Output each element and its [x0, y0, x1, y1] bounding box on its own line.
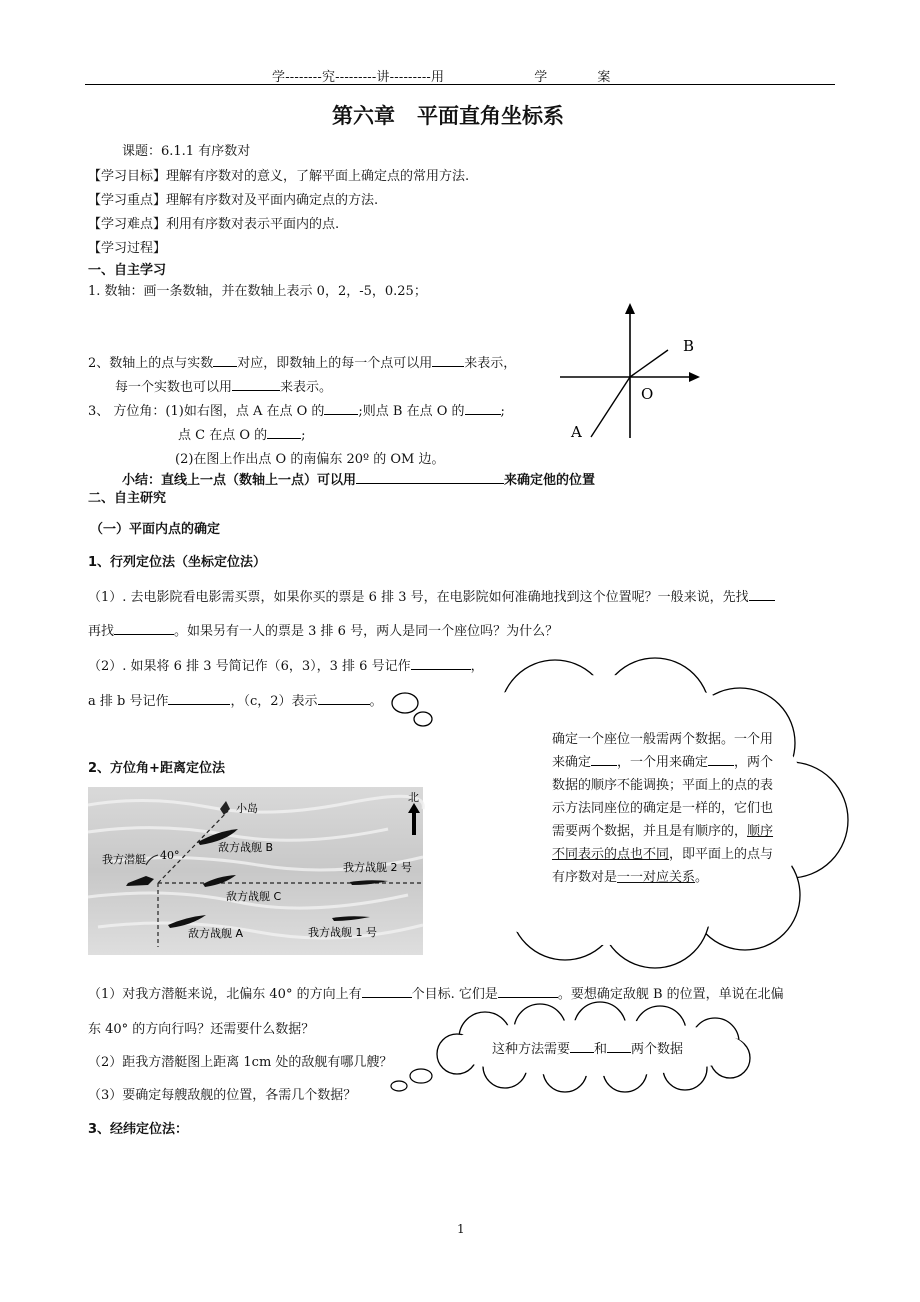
- enemy-c-label: 敌方战舰 C: [226, 890, 282, 903]
- question-3-line3: (2)在图上作出点 O 的南偏东 20º 的 OM 边。: [175, 452, 445, 467]
- header-mid: 学: [534, 70, 548, 85]
- cloud-text: 顺序: [747, 824, 774, 839]
- blank[interactable]: [465, 402, 501, 415]
- question-2-line1: [88, 352, 516, 371]
- cloud2-text: 这种方法需要: [492, 1042, 571, 1057]
- section1-title: 一、自主学习: [88, 263, 167, 278]
- sea-map-figure: [88, 787, 423, 955]
- blank[interactable]: [498, 985, 558, 998]
- blank[interactable]: [708, 753, 734, 766]
- arrow-right-icon: [689, 372, 700, 382]
- cloud-line: 示方法同座位的确定是一样的，它们也: [552, 801, 774, 816]
- page-number: 1: [457, 1222, 465, 1236]
- para1-line1: [88, 586, 775, 605]
- q2-text-b: 对应，即数轴上的每一个点可以用: [237, 356, 433, 371]
- p2-text-b: ，: [470, 659, 484, 674]
- question-1: 1. 数轴：画一条数轴，并在数轴上表示 0，2，-5，0.25；: [88, 284, 427, 299]
- p1-text-c: 。如果另有一人的票是 3 排 6 号，两人是同一个座位吗？为什么？: [174, 624, 559, 639]
- learning-objective: 【学习目标】理解有序数对的意义，了解平面上确定点的常用方法.: [88, 169, 470, 184]
- cloud2-text: 两个数据: [631, 1042, 684, 1057]
- sub-label: 我方潜艇: [102, 853, 146, 866]
- p2-text-e: 。: [369, 694, 383, 709]
- cloud-large-text: [552, 728, 773, 889]
- learning-difficulty: 【学习难点】利用有序数对表示平面内的点.: [88, 217, 340, 232]
- q2-text-e: 来表示。: [280, 380, 333, 395]
- label-a: A: [571, 423, 582, 441]
- learning-keypoint: 【学习重点】理解有序数对及平面内确定点的方法.: [88, 193, 379, 208]
- q3-text-f: ;: [301, 428, 306, 443]
- q2-text-d: 每一个实数也可以用: [115, 380, 233, 395]
- blank[interactable]: [749, 588, 775, 601]
- cloud-line: 确定一个座位一般需两个数据。一个用: [552, 732, 774, 747]
- label-b: B: [683, 337, 695, 355]
- blank[interactable]: [232, 378, 280, 391]
- blank[interactable]: [267, 426, 301, 439]
- chapter-label: 第六章: [332, 103, 395, 128]
- blank[interactable]: [356, 471, 504, 484]
- cloud-text: 。: [695, 870, 709, 885]
- header-rule: [85, 84, 835, 85]
- chapter-name: 平面直角坐标系: [417, 103, 564, 128]
- question-2-line2: [115, 376, 332, 395]
- p1-text-b: 再找: [88, 624, 115, 639]
- blank[interactable]: [591, 753, 617, 766]
- p2-text-c: a 排 b 号记作: [88, 694, 169, 709]
- cloud-text: ，即平面上的点与: [669, 847, 774, 862]
- q3-text-a: 3、 方位角：(1)如右图，点 A 在点 O 的: [88, 404, 325, 419]
- method2-title: 2、方位角+距离定位法: [88, 761, 225, 776]
- blank[interactable]: [318, 692, 370, 705]
- cloud-text: 来确定: [552, 755, 592, 770]
- cloud-line: [552, 820, 773, 843]
- question-3-line1: [88, 400, 505, 419]
- cloud-line: [552, 751, 773, 774]
- enemy-a-label: 敌方战舰 A: [188, 927, 244, 940]
- blank[interactable]: [213, 354, 237, 367]
- subsection1-title: （一）平面内点的确定: [90, 522, 221, 537]
- q2-text-a: 2、数轴上的点与实数: [88, 356, 214, 371]
- blank[interactable]: [362, 985, 412, 998]
- cloud-small-text: [492, 1038, 683, 1057]
- north-label: 北: [408, 791, 419, 804]
- p1-text-a: （1）. 去电影院看电影需买票，如果你买的票是 6 排 3 号，在电影院如何准确地找到这个位置呢？一般来说，先找: [88, 590, 749, 605]
- p2-text-d: ，（c，2）表示: [230, 694, 318, 709]
- blank[interactable]: [168, 692, 230, 705]
- arrow-up-icon: [625, 303, 635, 314]
- cloud-line: [552, 843, 773, 866]
- header-right: 案: [597, 70, 611, 85]
- header-left: 学--------究---------讲---------用: [272, 70, 445, 85]
- page-header: [272, 66, 611, 85]
- summary: [122, 469, 595, 488]
- method1-title: 1、行列定位法（坐标定位法）: [88, 555, 267, 570]
- cloud-text: 不同表示的点也不同: [552, 847, 670, 862]
- cloud-text: 需要两个数据，并且是有顺序的，: [552, 824, 748, 839]
- cloud-line: [552, 866, 773, 889]
- page-title: [332, 100, 564, 130]
- cloud-text: 有序数对是: [552, 870, 618, 885]
- enemy-b-label: 敌方战舰 B: [218, 841, 274, 854]
- q3-text-b: ;: [358, 404, 363, 419]
- angle-label: 40°: [160, 849, 180, 862]
- our-ship-1-label: 我方战舰 1 号: [308, 926, 377, 939]
- section2-title: 二、自主研究: [88, 491, 167, 506]
- sea-question-2: （2）距我方潜艇图上距离 1cm 处的敌舰有哪几艘？: [88, 1055, 393, 1070]
- cloud-line: 数据的顺序不能调换；平面上的点的表: [552, 778, 774, 793]
- para1-line2: [88, 620, 558, 639]
- lesson-topic: 课题：6.1.1 有序数对: [122, 144, 251, 159]
- sea-question-3: （3）要确定每艘敌舰的位置，各需几个数据？: [88, 1088, 357, 1103]
- para2-line2: [88, 690, 383, 709]
- cloud2-text: 和: [594, 1042, 608, 1057]
- cloud-text: ，两个: [734, 755, 774, 770]
- sq1-text-a: （1）对我方潜艇来说，北偏东 40° 的方向上有: [88, 987, 362, 1002]
- summary-text-a: 小结：直线上一点（数轴上一点）可以用: [122, 473, 357, 488]
- method3-title: 3、经纬定位法：: [88, 1122, 189, 1137]
- blank[interactable]: [607, 1040, 631, 1053]
- cloud-text: 一一对应关系: [617, 870, 696, 885]
- q3-text-e: 点 C 在点 O 的: [178, 428, 268, 443]
- p2-text-a: （2）. 如果将 6 排 3 号简记作（6，3），3 排 6 号记作: [88, 659, 411, 674]
- our-ship-2-label: 我方战舰 2 号: [343, 861, 412, 874]
- blank[interactable]: [570, 1040, 594, 1053]
- summary-text-b: 来确定他的位置: [504, 473, 596, 488]
- question-3-line2: [178, 424, 306, 443]
- blank[interactable]: [114, 622, 174, 635]
- blank[interactable]: [324, 402, 358, 415]
- cloud-text: ，一个用来确定: [617, 755, 709, 770]
- sq1-text-c: 。要想确定敌舰 B 的位置，单说在北偏: [557, 987, 784, 1002]
- bearing-diagram: [555, 300, 705, 445]
- blank[interactable]: [432, 354, 464, 367]
- learning-process: 【学习过程】: [88, 241, 167, 256]
- island-label: 小岛: [236, 802, 258, 815]
- label-o: O: [641, 385, 654, 403]
- q2-text-c: 来表示，: [464, 356, 517, 371]
- ray-ob: [630, 350, 668, 377]
- q3-text-c: 则点 B 在点 O 的: [362, 404, 465, 419]
- q3-text-d: ;: [500, 404, 505, 419]
- sea-question-1-line1: [88, 983, 784, 1002]
- sea-question-1-line2: 东 40° 的方向行吗？还需要什么数据？: [88, 1022, 315, 1037]
- ray-oa: [591, 377, 630, 437]
- sq1-text-b: 个目标. 它们是: [411, 987, 498, 1002]
